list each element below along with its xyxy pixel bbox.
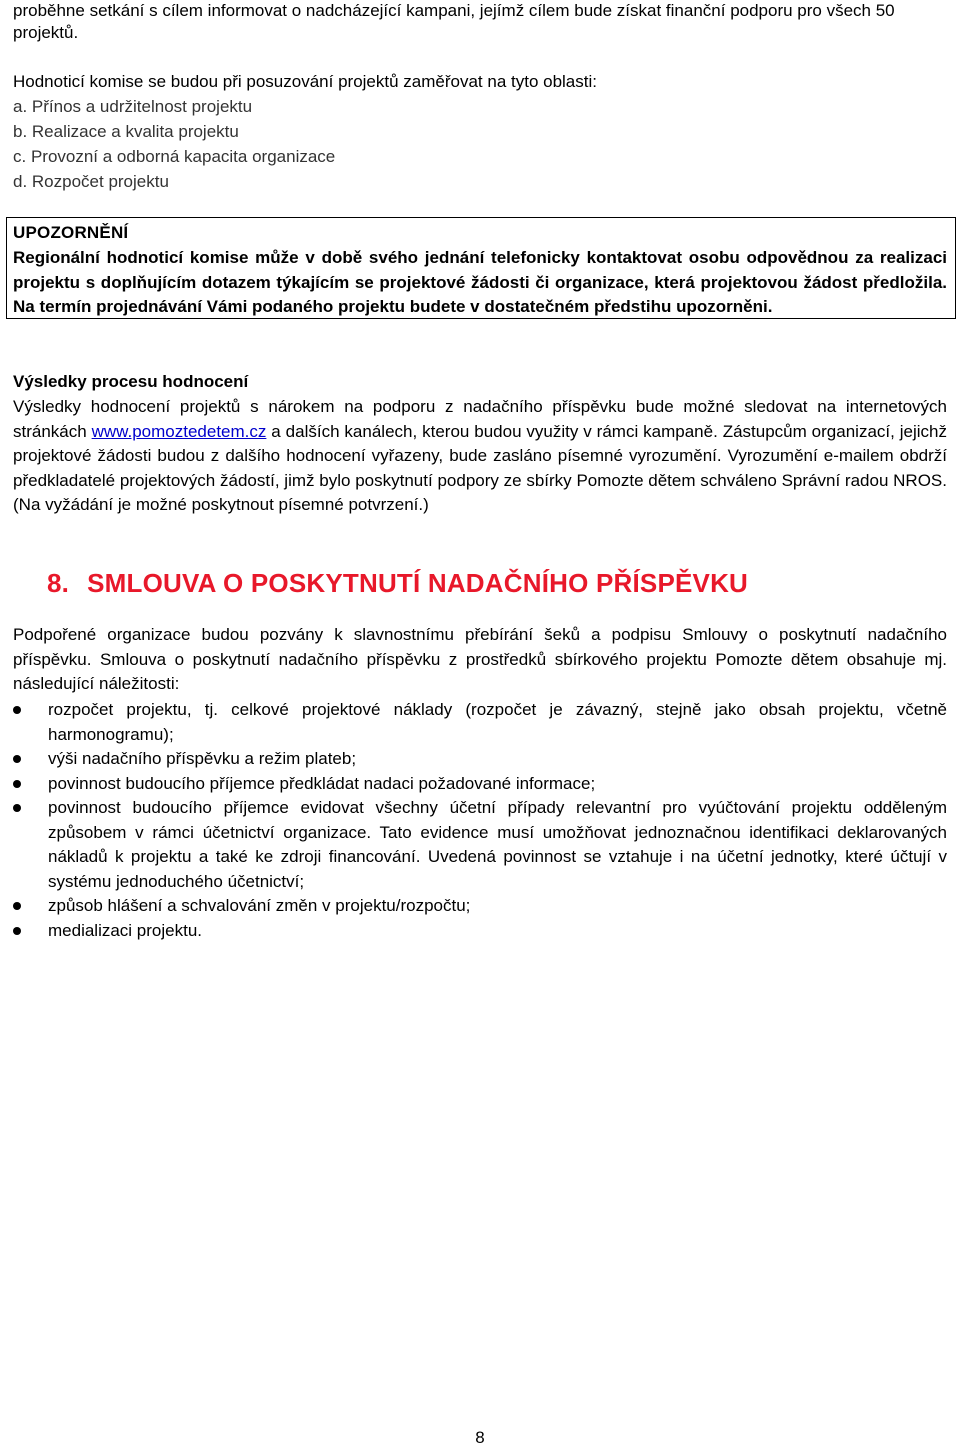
bullet-icon: [13, 927, 21, 935]
notice-body: Regionální hodnoticí komise může v době svého jednání telefonicky kontaktovat osobu odpovědnou za realizaci projektu s doplňujícím dotazem týkajícím se projektové žádosti či organizace, která projektovou žádost předložila. Na termín projednávání Vámi podaného projektu budete v dostatečném předstihu upozorněni.: [13, 248, 947, 316]
bullet-icon: [13, 755, 21, 763]
list-item: [13, 747, 947, 772]
evaluation-area-c: c. Provozní a odborná kapacita organizace: [13, 147, 336, 166]
website-link[interactable]: www.pomoztedetem.cz: [91, 421, 267, 441]
list-item: [13, 919, 947, 944]
list-item-text: výši nadačního příspěvku a režim plateb;: [48, 749, 357, 768]
evaluation-area-b: b. Realizace a kvalita projektu: [13, 122, 239, 141]
results-text-before-link: Výsledky hodnocení projektů s nárokem na podporu z nadačního příspěvku bude možné sledovat na internetových stránkách: [13, 397, 947, 441]
bullet-icon: [13, 780, 21, 788]
list-item-text: rozpočet projektu, tj. celkové projektové náklady (rozpočet je závazný, stejně jako obsah projektu, včetně harmonogramu);: [48, 700, 947, 744]
list-item-text: způsob hlášení a schvalování změn v projektu/rozpočtu;: [48, 896, 471, 915]
contract-items-list: [13, 698, 947, 943]
notice-title: UPOZORNĚNÍ: [13, 223, 129, 242]
evaluation-lead: Hodnoticí komise se budou při posuzování projektů zaměřovat na tyto oblasti:: [13, 72, 597, 91]
chapter-title: SMLOUVA O POSKYTNUTÍ NADAČNÍHO PŘÍSPĚVKU: [87, 568, 749, 598]
evaluation-area-a: a. Přínos a udržitelnost projektu: [13, 97, 253, 116]
results-text-after-link: a dalších kanálech, kterou budou využity v rámci kampaně. Zástupcům organizací, jejichž projektové žádosti budou z dalšího hodnocení vyřazeny, bude zasláno písemné vyrozumění. Vyrozumění e-mailem obdrží předkladatelé projektových žádostí, jimž bylo poskytnutí podpory ze sbírky Pomozte dětem schváleno Správní radou NROS. (Na vyžádání je možné poskytnout písemné potvrzení.): [13, 421, 947, 514]
bullet-icon: [13, 804, 21, 812]
evaluation-area-d: d. Rozpočet projektu: [13, 172, 169, 191]
page-number: 8: [475, 1428, 485, 1447]
intro-line-2: projektů.: [13, 23, 79, 42]
chapter-heading: [47, 566, 748, 600]
chapter-number: 8.: [47, 568, 70, 598]
list-item-text: povinnost budoucího příjemce evidovat všechny účetní případy relevantní pro vyúčtování projektu odděleným způsobem v rámci účetnictví organizace. Tato evidence musí umožňovat jednoznačnou identifikaci deklarovaných nákladů k projektu a také ke zdroji financování. Uvedená povinnost se vztahuje i na účetní jednotky, které účtují v systému jednoduchého účetnictví;: [48, 798, 947, 891]
list-item-text: povinnost budoucího příjemce předkládat nadaci požadované informace;: [48, 773, 596, 793]
list-item: [13, 772, 947, 797]
bullet-icon: [13, 902, 21, 910]
list-item: [13, 796, 947, 894]
list-item-text: medializaci projektu.: [48, 920, 203, 940]
list-item: [13, 698, 947, 747]
bullet-icon: [13, 706, 21, 714]
list-item: [13, 894, 947, 919]
intro-line-1: proběhne setkání s cílem informovat o nadcházející kampani, jejímž cílem bude získat finanční podporu pro všech 50: [13, 1, 895, 20]
contract-intro: Podpořené organizace budou pozvány k slavnostnímu přebírání šeků a podpisu Smlouvy o poskytnutí nadačního příspěvku. Smlouva o poskytnutí nadačního příspěvku z prostředků sbírkového projektu Pomozte dětem obsahuje mj. následující náležitosti:: [13, 625, 947, 693]
results-heading: Výsledky procesu hodnocení: [13, 372, 249, 391]
results-paragraph: [13, 395, 947, 518]
